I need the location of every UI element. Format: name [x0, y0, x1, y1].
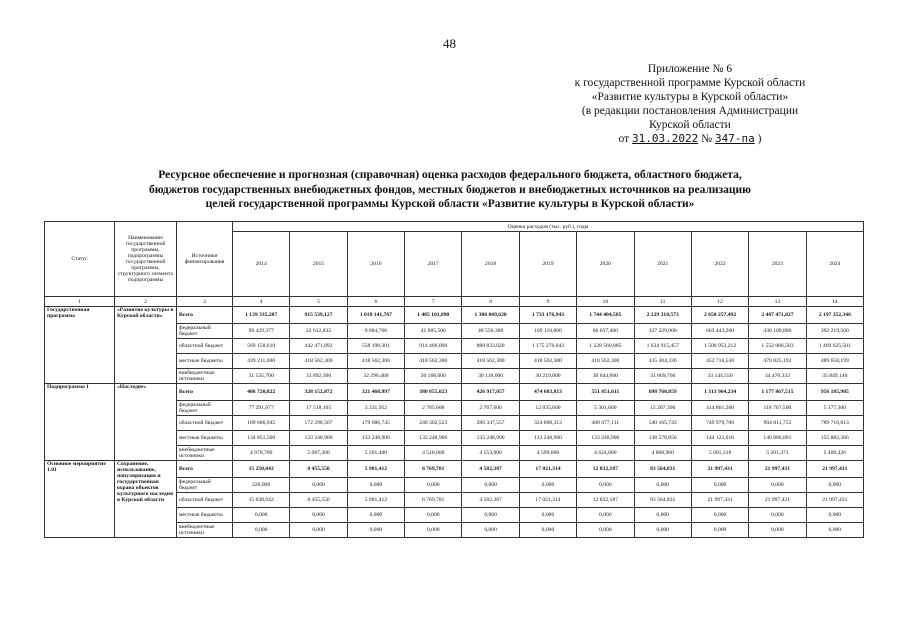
value-cell: 286 347,557 [462, 416, 519, 431]
value-cell: 0,000 [405, 508, 462, 523]
appendix-block [540, 62, 840, 146]
value-cell: 888 833,020 [462, 339, 519, 354]
status-cell: Основное мероприятие 1.01 [45, 461, 115, 538]
value-cell: 418 562,300 [347, 354, 404, 369]
header-year: 2015 [290, 232, 347, 297]
value-cell: 442 471,892 [290, 339, 347, 354]
value-cell: 789 716,813 [806, 416, 863, 431]
value-cell: 2 487 471,827 [749, 307, 806, 324]
value-cell: 470 825,192 [749, 354, 806, 369]
value-cell: 202 219,500 [806, 324, 863, 339]
value-cell: 0,000 [290, 478, 347, 493]
value-cell: 0,000 [577, 523, 634, 538]
value-cell: 22 612,835 [290, 324, 347, 339]
header-year: 2022 [691, 232, 748, 297]
date-prefix: от [618, 133, 630, 145]
value-cell: 380 855,023 [405, 384, 462, 401]
source-cell: местные бюджеты [177, 508, 233, 523]
source-cell: Всего [177, 307, 233, 324]
value-cell: 540 165,743 [634, 416, 691, 431]
value-cell: 414 861,200 [691, 401, 748, 416]
title-line: бюджетов государственных внебюджетных фондов, местных бюджетов и внебюджетных источников на реализацию [149, 183, 751, 196]
value-cell: 118 767,500 [749, 401, 806, 416]
value-cell: 418 562,300 [405, 354, 462, 369]
value-cell: 17 021,314 [519, 461, 576, 478]
value-cell: 0,000 [519, 478, 576, 493]
value-cell: 2 650 257,492 [691, 307, 748, 324]
status-cell: Государственная программа [45, 307, 115, 384]
value-cell: 1 018 141,767 [347, 307, 404, 324]
value-cell: 5 981,412 [347, 461, 404, 478]
column-number: 1 [45, 297, 115, 307]
value-cell: 109 119,000 [519, 324, 576, 339]
source-cell: внебюджетные источники [177, 369, 233, 384]
value-cell: 0,000 [577, 508, 634, 523]
value-cell: 4 599,000 [519, 446, 576, 461]
appendix-line: Курской области [649, 119, 731, 131]
source-cell: внебюджетные источники [177, 446, 233, 461]
value-cell: 904 011,753 [749, 416, 806, 431]
value-cell: 41 905,500 [405, 324, 462, 339]
column-number: 13 [749, 297, 806, 307]
source-cell: федеральный бюджет [177, 324, 233, 339]
value-cell: 133 248,900 [577, 431, 634, 446]
value-cell: 956 185,905 [806, 384, 863, 401]
value-cell: 35 849,146 [806, 369, 863, 384]
value-cell: 0,000 [691, 508, 748, 523]
value-cell: 2 229 318,573 [634, 307, 691, 324]
value-cell: 189 606,945 [233, 416, 290, 431]
source-cell: федеральный бюджет [177, 478, 233, 493]
value-cell: 15 207,300 [634, 401, 691, 416]
value-cell: 489 658,199 [806, 354, 863, 369]
value-cell: 4 553,000 [462, 446, 519, 461]
value-cell: 1 500 953,212 [691, 339, 748, 354]
value-cell: 0,000 [519, 508, 576, 523]
value-cell: 21 997,431 [749, 493, 806, 508]
value-cell: 4 518,000 [405, 446, 462, 461]
value-cell: 4 808,960 [634, 446, 691, 461]
value-cell: 435 304,336 [634, 354, 691, 369]
appendix-line: «Развитие культуры в Курской области» [591, 91, 789, 103]
value-cell: 0,000 [806, 478, 863, 493]
value-cell: 240 302,523 [405, 416, 462, 431]
source-cell: местные бюджеты [177, 431, 233, 446]
value-cell: 3 331,952 [347, 401, 404, 416]
value-cell: 0,000 [634, 523, 691, 538]
value-cell: 452 716,530 [691, 354, 748, 369]
value-cell: 0,000 [462, 523, 519, 538]
value-cell: 430 109,800 [749, 324, 806, 339]
value-cell: 0,000 [347, 478, 404, 493]
value-cell: 418 562,300 [519, 354, 576, 369]
header-status: Статус [45, 222, 115, 297]
value-cell: 133 248,900 [405, 431, 462, 446]
value-cell: 418 562,300 [290, 354, 347, 369]
value-cell: 138 578,856 [634, 431, 691, 446]
source-cell: Всего [177, 461, 233, 478]
value-cell: 30 168,000 [405, 369, 462, 384]
value-cell: 0,000 [691, 523, 748, 538]
value-cell: 324 800,313 [519, 416, 576, 431]
value-cell: 0,000 [233, 523, 290, 538]
value-cell: 127 229,000 [634, 324, 691, 339]
value-cell: 1 469 625,501 [806, 339, 863, 354]
value-cell: 0,000 [634, 478, 691, 493]
column-number: 14 [806, 297, 863, 307]
value-cell: 551 851,611 [577, 384, 634, 401]
value-cell: 6 769,781 [405, 461, 462, 478]
value-cell: 321 468,997 [347, 384, 404, 401]
header-year: 2023 [749, 232, 806, 297]
value-cell: 4 582,387 [462, 493, 519, 508]
value-cell: 328 152,872 [290, 384, 347, 401]
column-number: 10 [577, 297, 634, 307]
appendix-line: к государственной программе Курской области [574, 77, 806, 89]
value-cell: 1 552 066,503 [749, 339, 806, 354]
header-name: Наименование государственной программы, подпрограммы государственной программы, структурного элемента подпрограммы [115, 222, 177, 297]
header-year: 2016 [347, 232, 404, 297]
appendix-line: Приложение № 6 [647, 63, 733, 75]
value-cell: 1 175 276,643 [519, 339, 576, 354]
source-cell: Всего [177, 384, 233, 401]
value-cell: 4 970,700 [233, 446, 290, 461]
value-cell: 0,000 [462, 508, 519, 523]
value-cell: 0,000 [347, 523, 404, 538]
value-cell: 5 177,300 [806, 401, 863, 416]
value-cell: 1 744 404,585 [577, 307, 634, 324]
value-cell: 149 886,891 [749, 431, 806, 446]
source-cell: местные бюджеты [177, 354, 233, 369]
header-year: 2014 [233, 232, 290, 297]
program-name-cell: Сохранение, использование, популяризация и государственная охрана объектов культурного наследия в Курской области [115, 461, 177, 538]
title-line: целей государственной программы Курской области «Развитие культуры в Курской области» [205, 198, 695, 210]
title-line: Ресурсное обеспечение и прогнозная (справочная) оценка расходов федерального бюджета, областного бюджета, [158, 169, 742, 181]
value-cell: 17 021,314 [519, 493, 576, 508]
value-cell: 144 122,010 [691, 431, 748, 446]
value-cell: 915 539,127 [290, 307, 347, 324]
value-cell: 1 139 335,287 [233, 307, 290, 324]
value-cell: 5 409,426 [806, 446, 863, 461]
value-cell: 5 201,400 [347, 446, 404, 461]
value-cell: 48 556,308 [462, 324, 519, 339]
value-cell: 426 917,057 [462, 384, 519, 401]
column-number: 11 [634, 297, 691, 307]
header-estimate: Оценка расходов (тыс. руб.), годы [233, 222, 864, 232]
handwritten-date: 31.03.2022 [632, 132, 699, 145]
document-title [70, 168, 830, 212]
header-year: 2019 [519, 232, 576, 297]
header-year: 2020 [577, 232, 634, 297]
value-cell: 21 997,431 [691, 493, 748, 508]
value-cell: 0,000 [462, 478, 519, 493]
value-cell: 5 301,600 [577, 401, 634, 416]
value-cell: 0,000 [806, 523, 863, 538]
column-number: 3 [177, 297, 233, 307]
header-year: 2017 [405, 232, 462, 297]
value-cell: 1 177 867,515 [749, 384, 806, 401]
value-cell: 15 250,042 [233, 461, 290, 478]
value-cell: 5 001,318 [691, 446, 748, 461]
value-cell: 1 733 176,943 [519, 307, 576, 324]
value-cell: 134 851,500 [233, 431, 290, 446]
value-cell: 474 683,813 [519, 384, 576, 401]
table-row [45, 461, 864, 478]
source-cell: федеральный бюджет [177, 401, 233, 416]
value-cell: 133 248,900 [347, 431, 404, 446]
value-cell: 1 405 101,890 [405, 307, 462, 324]
value-cell: 0,000 [634, 508, 691, 523]
column-number: 5 [290, 297, 347, 307]
value-cell: 21 997,431 [691, 461, 748, 478]
value-cell: 749 979,706 [691, 416, 748, 431]
value-cell: 6 769,781 [405, 493, 462, 508]
program-name-cell: «Развитие культуры в Курской области» [115, 307, 177, 384]
value-cell: 31 535,700 [233, 369, 290, 384]
closing-paren: ) [757, 133, 762, 145]
value-cell: 406 720,822 [233, 384, 290, 401]
value-cell: 8 455,550 [290, 493, 347, 508]
appendix-line: (в редакции постановления Администрации [581, 105, 799, 117]
value-cell: 33 144,550 [691, 369, 748, 384]
value-cell: 0,000 [233, 508, 290, 523]
column-number: 2 [115, 297, 177, 307]
value-cell: 30 219,000 [519, 369, 576, 384]
value-cell: 31 869,760 [634, 369, 691, 384]
value-cell: 663 443,200 [691, 324, 748, 339]
value-cell: 439 211,600 [233, 354, 290, 369]
value-cell: 1 386 069,620 [462, 307, 519, 324]
value-cell: 418 562,300 [577, 354, 634, 369]
value-cell: 21 997,431 [749, 461, 806, 478]
value-cell: 4 582,387 [462, 461, 519, 478]
value-cell: 66 637,400 [577, 324, 634, 339]
value-cell: 0,000 [405, 523, 462, 538]
status-cell: Подпрограмма 1 [45, 384, 115, 461]
value-cell: 5 201,371 [749, 446, 806, 461]
value-cell: 155 882,366 [806, 431, 863, 446]
value-cell: 0,000 [806, 508, 863, 523]
value-cell: 30 644,000 [577, 369, 634, 384]
value-cell: 31 892,300 [290, 369, 347, 384]
value-cell: 21 997,431 [806, 493, 863, 508]
value-cell: 0,000 [290, 508, 347, 523]
value-cell: 30 118,000 [462, 369, 519, 384]
value-cell: 12 832,187 [577, 493, 634, 508]
value-cell: 17 518,105 [290, 401, 347, 416]
value-cell: 1 634 915,457 [634, 339, 691, 354]
value-cell: 0,000 [347, 508, 404, 523]
column-number: 7 [405, 297, 462, 307]
resource-table [44, 221, 864, 538]
handwritten-number: 347-па [715, 132, 755, 145]
value-cell: 77 291,677 [233, 401, 290, 416]
appendix-date-line [540, 132, 840, 146]
value-cell: 34 470,332 [749, 369, 806, 384]
value-cell: 0,000 [749, 523, 806, 538]
value-cell: 15 030,042 [233, 493, 290, 508]
value-cell: 179 686,745 [347, 416, 404, 431]
header-year: 2024 [806, 232, 863, 297]
value-cell: 418 562,300 [462, 354, 519, 369]
value-cell: 12 035,600 [519, 401, 576, 416]
column-number: 4 [233, 297, 290, 307]
value-cell: 4 624,000 [577, 446, 634, 461]
source-cell: областной бюджет [177, 493, 233, 508]
value-cell: 0,000 [519, 523, 576, 538]
value-cell: 21 997,431 [806, 461, 863, 478]
table-row [45, 384, 864, 401]
value-cell: 0,000 [691, 478, 748, 493]
value-cell: 12 832,187 [577, 461, 634, 478]
value-cell: 32 296,400 [347, 369, 404, 384]
source-cell: областной бюджет [177, 416, 233, 431]
program-name-cell: «Наследие» [115, 384, 177, 461]
value-cell: 99 429,377 [233, 324, 290, 339]
value-cell: 133 248,900 [290, 431, 347, 446]
value-cell: 1 228 560,885 [577, 339, 634, 354]
value-cell: 558 198,301 [347, 339, 404, 354]
number-prefix: № [701, 133, 713, 145]
value-cell: 2 767,600 [462, 401, 519, 416]
value-cell: 569 158,610 [233, 339, 290, 354]
value-cell: 0,000 [405, 478, 462, 493]
column-number: 6 [347, 297, 404, 307]
header-year: 2018 [462, 232, 519, 297]
source-cell: областной бюджет [177, 339, 233, 354]
value-cell: 698 760,859 [634, 384, 691, 401]
value-cell: 408 677,111 [577, 416, 634, 431]
value-cell: 0,000 [749, 478, 806, 493]
value-cell: 9 084,766 [347, 324, 404, 339]
value-cell: 0,000 [749, 508, 806, 523]
value-cell: 5 981,412 [347, 493, 404, 508]
value-cell: 8 455,550 [290, 461, 347, 478]
value-cell: 172 298,567 [290, 416, 347, 431]
source-cell: внебюджетные источники [177, 523, 233, 538]
value-cell: 2 197 352,346 [806, 307, 863, 324]
page-number: 48 [443, 36, 456, 51]
header-source: Источники финансирования [177, 222, 233, 297]
value-cell: 1 313 964,234 [691, 384, 748, 401]
value-cell: 83 564,831 [634, 461, 691, 478]
value-cell: 220,000 [233, 478, 290, 493]
value-cell: 914 466,090 [405, 339, 462, 354]
table-row [45, 307, 864, 324]
header-year: 2021 [634, 232, 691, 297]
value-cell: 83 564,831 [634, 493, 691, 508]
value-cell: 133 248,900 [462, 431, 519, 446]
column-number: 8 [462, 297, 519, 307]
value-cell: 133 248,900 [519, 431, 576, 446]
column-number: 9 [519, 297, 576, 307]
value-cell: 2 785,600 [405, 401, 462, 416]
value-cell: 0,000 [577, 478, 634, 493]
column-number: 12 [691, 297, 748, 307]
value-cell: 5 087,300 [290, 446, 347, 461]
value-cell: 0,000 [290, 523, 347, 538]
